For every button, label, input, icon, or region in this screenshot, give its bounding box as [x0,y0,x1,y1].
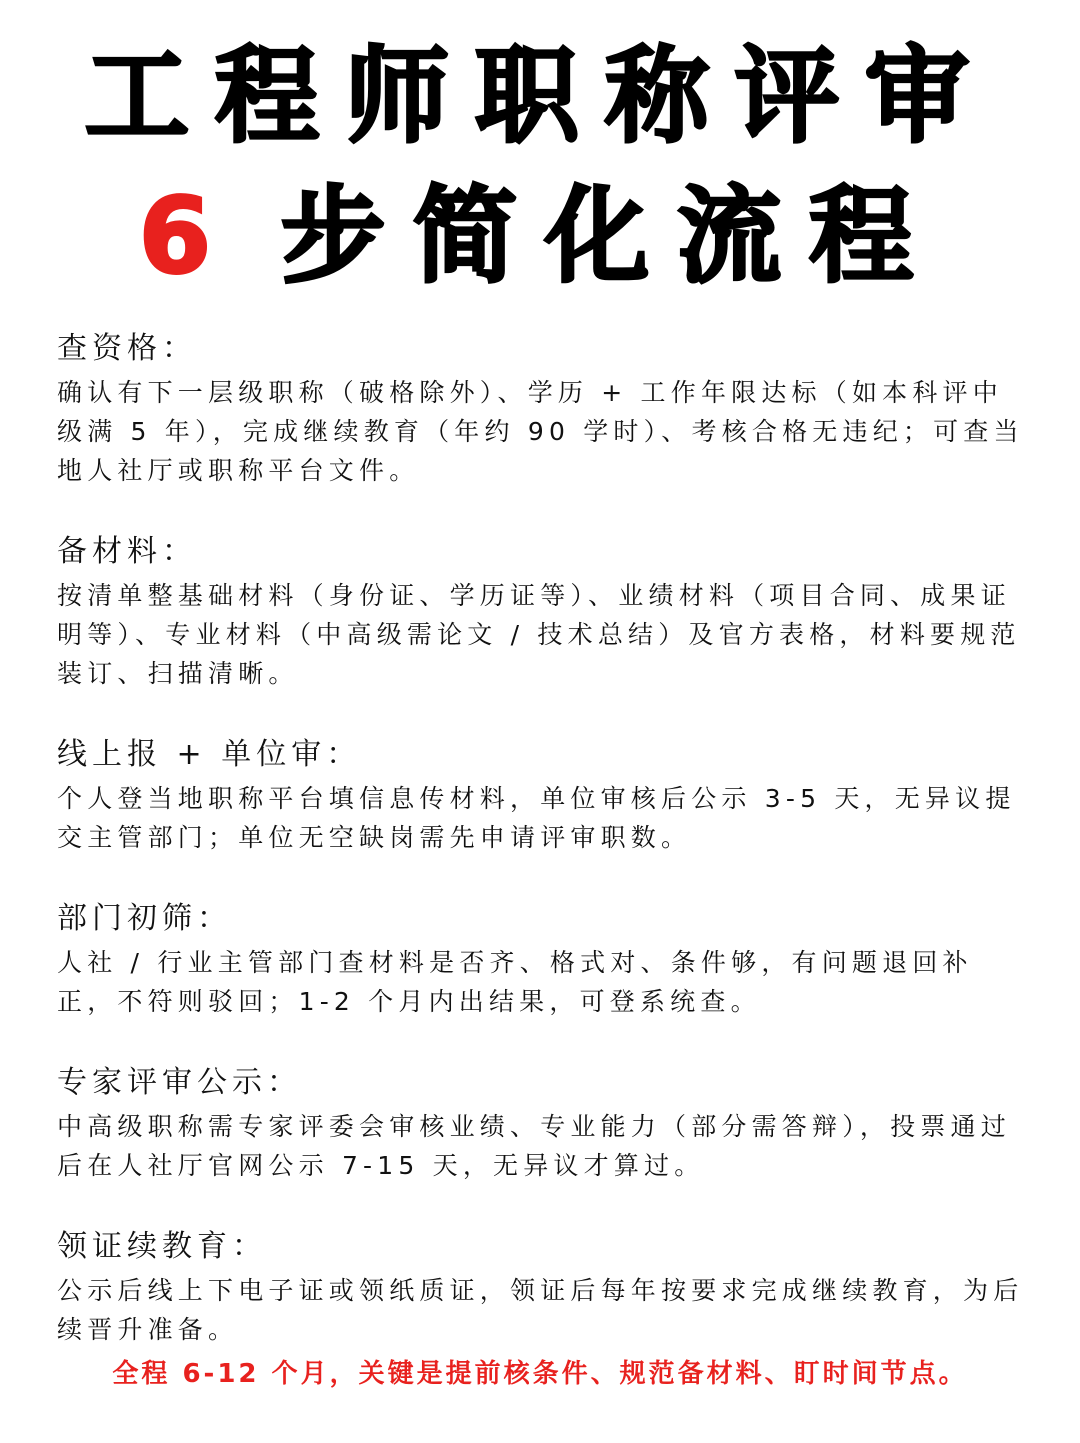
step-online-submission [57,731,1032,857]
title-line-1: 工程师职称评审 [84,35,995,157]
step-get-certificate [57,1223,1032,1349]
step-heading: 专家评审公示： [57,1065,302,1100]
title-line-2-text: 步简化流程 [281,175,942,297]
step-body: 人社 / 行业主管部门查材料是否齐、格式对、条件够，有问题退回补正，不符则驳回；1-2 个月内出结果，可登系统查。 [57,948,973,1016]
step-heading: 线上报 + 单位审： [57,737,362,772]
step-body: 确认有下一层级职称（破格除外）、学历 + 工作年限达标（如本科评中级满 5 年），完成继续教育（年约 90 学时）、考核合格无违纪；可查当地人社厅或职称平台文件。 [57,378,1024,485]
steps-list [57,325,1032,1387]
step-prepare-materials [57,528,1032,693]
step-body: 公示后线上下电子证或领纸质证，领证后每年按要求完成继续教育，为后续晋升准备。 [57,1276,1024,1344]
step-body: 中高级职称需专家评委会审核业绩、专业能力（部分需答辩），投票通过后在人社厅官网公示 7-15 天，无异议才算过。 [57,1112,1011,1180]
step-heading: 部门初筛： [57,901,232,936]
title-step-count: 6 [138,175,212,297]
step-body: 个人登当地职称平台填信息传材料，单位审核后公示 3-5 天，无异议提交主管部门；单位无空缺岗需先申请评审职数。 [57,784,1016,852]
step-expert-review [57,1059,1032,1185]
summary-note: 全程 6-12 个月，关键是提前核条件、规范备材料、盯时间节点。 [112,1359,968,1389]
step-department-screening [57,895,1032,1021]
step-heading: 备材料： [57,534,197,569]
step-heading: 查资格： [57,331,197,366]
step-body: 按清单整基础材料（身份证、学历证等）、业绩材料（项目合同、成果证明等）、专业材料（中高级需论文 / 技术总结）及官方表格，材料要规范装订、扫描清晰。 [57,581,1021,688]
step-check-qualification [57,325,1032,490]
title-line-2 [0,176,1080,296]
step-heading: 领证续教育： [57,1229,267,1264]
